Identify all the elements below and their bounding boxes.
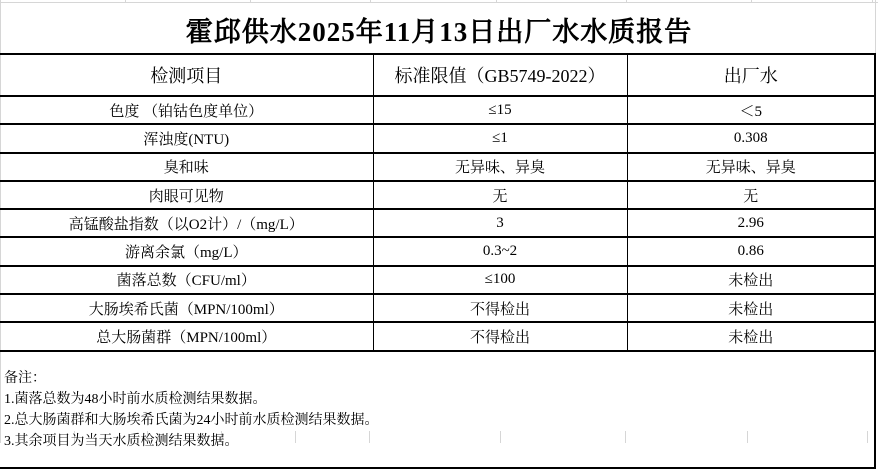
table-row [0,153,875,181]
parameter-cell: 菌落总数（CFU/ml） [0,266,373,294]
table-row [0,322,875,350]
parameter-cell: 浑浊度(NTU) [0,124,373,152]
water-quality-table [0,53,876,469]
standard-limit-cell: 无异味、异臭 [373,153,627,181]
table-row [0,181,875,209]
result-cell: 0.308 [627,124,875,152]
result-cell: 0.86 [627,237,875,265]
table-row [0,96,875,124]
standard-limit-cell: ≤1 [373,124,627,152]
column-header-standard-limit: 标准限值（GB5749-2022） [373,54,627,96]
result-cell: ＜5 [627,96,875,124]
report-title: 霍邱供水2025年11月13日出厂水水质报告 [185,16,693,47]
sheet-gridline [370,0,371,3]
column-header-parameter: 检测项目 [0,54,373,96]
note-item: 3.其余项目为当天水质检测结果数据。 [4,433,239,449]
sheet-gridline [872,0,873,3]
standard-limit-cell: 3 [373,209,627,237]
result-cell: 未检出 [627,322,875,350]
notes-label: 备注： [4,370,46,386]
sheet-gridline [751,0,752,3]
result-cell: 未检出 [627,266,875,294]
table-row [0,266,875,294]
note-item: 2.总大肠菌群和大肠埃希氏菌为24小时前水质检测结果数据。 [4,412,379,428]
parameter-cell: 游离余氯（mg/L） [0,237,373,265]
table-row [0,237,875,265]
standard-limit-cell: 不得检出 [373,294,627,322]
parameter-cell: 肉眼可见物 [0,181,373,209]
parameter-cell: 高锰酸盐指数（以O2计）/（mg/L） [0,209,373,237]
sheet-gridline [626,0,627,3]
standard-limit-cell: 无 [373,181,627,209]
result-cell: 未检出 [627,294,875,322]
result-cell: 无 [627,181,875,209]
table-row [0,124,875,152]
parameter-cell: 色度 （铂钴色度单位） [0,96,373,124]
note-item: 1.菌落总数为48小时前水质检测结果数据。 [4,391,267,407]
parameter-cell: 臭和味 [0,153,373,181]
standard-limit-cell: ≤15 [373,96,627,124]
column-header-finished-water: 出厂水 [627,54,875,96]
table-row [0,294,875,322]
notes-block [0,351,875,468]
table-header-row [0,54,875,96]
parameter-cell: 总大肠菌群（MPN/100ml） [0,322,373,350]
table-row [0,209,875,237]
sheet-gridline [250,0,251,3]
standard-limit-cell: 不得检出 [373,322,627,350]
sheet-gridline-top [0,2,878,3]
parameter-cell: 大肠埃希氏菌（MPN/100ml） [0,294,373,322]
standard-limit-cell: 0.3~2 [373,237,627,265]
notes-row [0,351,875,468]
sheet-gridline [496,0,497,3]
result-cell: 无异味、异臭 [627,153,875,181]
result-cell: 2.96 [627,209,875,237]
sheet-gridline [125,0,126,3]
standard-limit-cell: ≤100 [373,266,627,294]
